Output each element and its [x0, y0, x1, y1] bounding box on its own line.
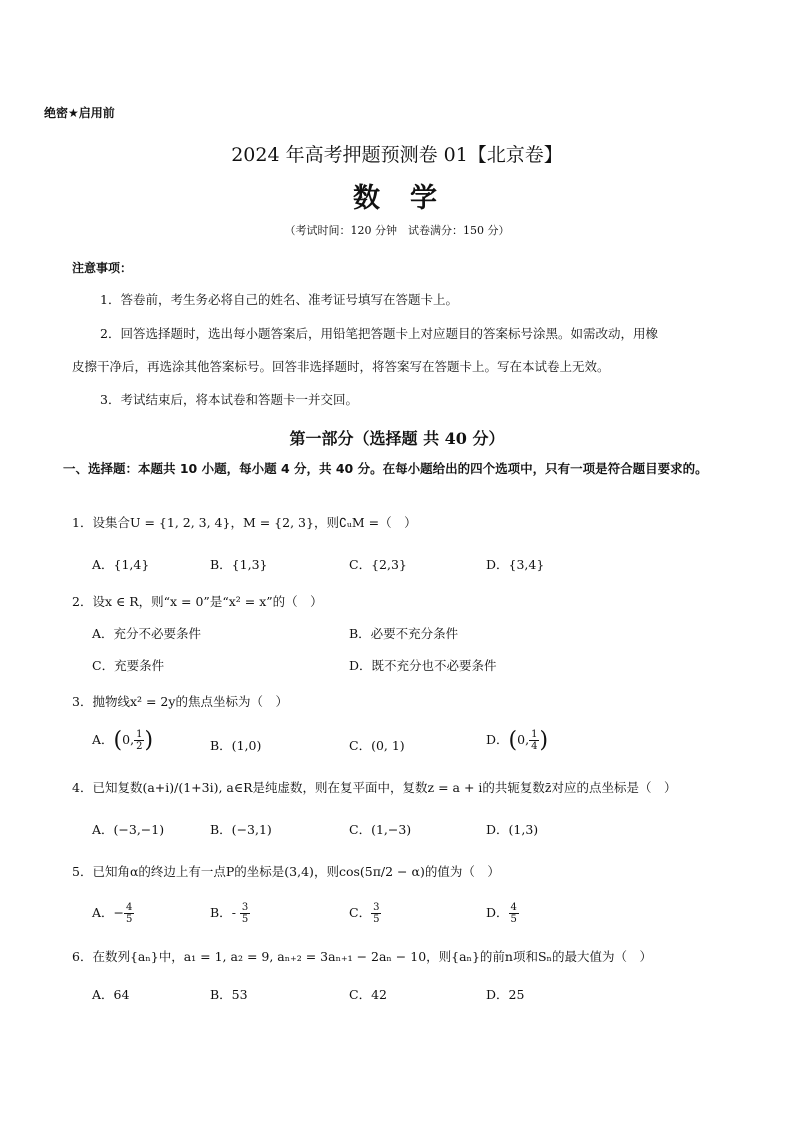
q5c-num: 3 [373, 902, 380, 913]
q5b-den: 5 [241, 914, 249, 925]
q5b-sign: - [231, 905, 236, 920]
q3a-coord: 0, [122, 732, 135, 747]
q1-option-b: B．{1,3} [210, 557, 268, 572]
subject-char-2: 学 [410, 183, 441, 214]
q5-option-d [486, 902, 519, 925]
exam-title: 2024 年高考押题预测卷 01【北京卷】 [231, 144, 563, 166]
q2-option-b: B．必要不充分条件 [349, 626, 459, 641]
q4-option-c: C．(1,−3) [349, 822, 412, 837]
q5a-den: 5 [126, 914, 133, 925]
subject-title [0, 176, 794, 215]
q3-option-b: B．(1,0) [210, 738, 262, 753]
notice-item-2-cont: 皮擦干净后，再选涂其他答案标号。回答非选择题时，将答案写在答题卡上。写在本试卷上无效。 [72, 359, 610, 374]
q5d-num: 4 [510, 902, 517, 913]
q6-option-d: D．25 [486, 987, 525, 1002]
q3d-den: 4 [531, 741, 538, 752]
q6-option-c: C．42 [349, 987, 387, 1002]
q3a-den: 2 [136, 741, 143, 752]
q3-option-a: A．(0, $\frac{1}{2}$ ) [92, 728, 154, 753]
q3d-fraction [529, 729, 539, 752]
q5-option-b-label: B． [210, 905, 232, 920]
q6-option-b: B．53 [210, 987, 248, 1002]
subject-char-1: 数 [353, 183, 384, 214]
q5-option-a [92, 902, 134, 925]
section-title: 第一部分（选择题 共 40 分） [289, 429, 505, 448]
q3a-fraction [134, 729, 144, 752]
notice-item-3: 3．考试结束后，将本试卷和答题卡一并交回。 [100, 392, 358, 407]
q3-option-c: C．(0, 1) [349, 738, 405, 753]
q3-option-d-label: D． [486, 732, 509, 747]
question-6-stem: 6．在数列{aₙ}中，a₁ = 1, a₂ = 9, aₙ₊₂ = 3aₙ₊₁ − 2aₙ − 10，则{aₙ}的前n项和Sₙ的最大值为（ ） [72, 949, 652, 964]
q5a-num: 4 [126, 902, 133, 913]
q5b-fraction [240, 902, 250, 925]
q3d-coord: 0, [517, 732, 530, 747]
question-4-stem: 4．已知复数(a+i)/(1+3i), a∈R是纯虚数，则在复平面中，复数z = a + i的共轭复数z̄对应的点坐标是（ ） [72, 780, 677, 795]
q2-option-a: A．充分不必要条件 [92, 626, 202, 641]
question-3-stem: 3．抛物线x² = 2y的焦点坐标为（ ） [72, 694, 288, 709]
q5d-fraction [509, 902, 519, 925]
q3d-num: 1 [531, 729, 538, 740]
confidential-label: 绝密★启用前 [44, 106, 115, 120]
q2-option-d: D．既不充分也不必要条件 [349, 658, 497, 673]
q5c-den: 5 [373, 914, 380, 925]
q4-option-d: D．(1,3) [486, 822, 539, 837]
section-instructions: 一、选择题：本题共 10 小题，每小题 4 分，共 40 分。在每小题给出的四个选项中，只有一项是符合题目要求的。 [63, 461, 708, 476]
notice-heading: 注意事项： [72, 261, 133, 275]
q5-option-d-label: D． [486, 905, 509, 920]
q1-option-d: D．{3,4} [486, 557, 545, 572]
notice-item-1: 1．答卷前，考生务必将自己的姓名、准考证号填写在答题卡上。 [100, 292, 458, 307]
q2-option-c: C．充要条件 [92, 658, 165, 673]
exam-info: （考试时间：120 分钟 试卷满分：150 分） [284, 224, 510, 237]
q5-option-c-label: C． [349, 905, 372, 920]
q5a-fraction [124, 902, 134, 925]
q5b-num: 3 [241, 902, 249, 913]
q5a-sign: − [113, 905, 125, 920]
question-1-stem: 1．设集合U = {1, 2, 3, 4}，M = {2, 3}，则∁ᵤM =（ ） [72, 515, 417, 530]
q5-option-c [349, 902, 381, 925]
q3-option-a-label: A． [92, 732, 114, 747]
question-2-stem: 2．设x ∈ R，则“x = 0”是“x² = x”的（ ） [72, 594, 323, 609]
q1-option-a: A．{1,4} [92, 557, 150, 572]
q3a-num: 1 [136, 729, 143, 740]
q1-option-c: C．{2,3} [349, 557, 407, 572]
q5c-fraction [371, 902, 381, 925]
q6-option-a: A．64 [92, 987, 130, 1002]
notice-item-2: 2．回答选择题时，选出每小题答案后，用铅笔把答题卡上对应题目的答案标号涂黑。如需改动，用橡 [100, 326, 658, 341]
question-5-stem: 5．已知角α的终边上有一点P的坐标是(3,4)，则cos(5π/2 − α)的值为（ ） [72, 864, 500, 879]
q5-option-b [210, 902, 250, 925]
q4-option-a: A．(−3,−1) [92, 822, 165, 837]
q3-option-d: D．(0, $\frac{1}{4}$ ) [486, 728, 549, 753]
q4-option-b: B．(−3,1) [210, 822, 272, 837]
q5-option-a-label: A． [92, 905, 114, 920]
q5d-den: 5 [510, 914, 517, 925]
